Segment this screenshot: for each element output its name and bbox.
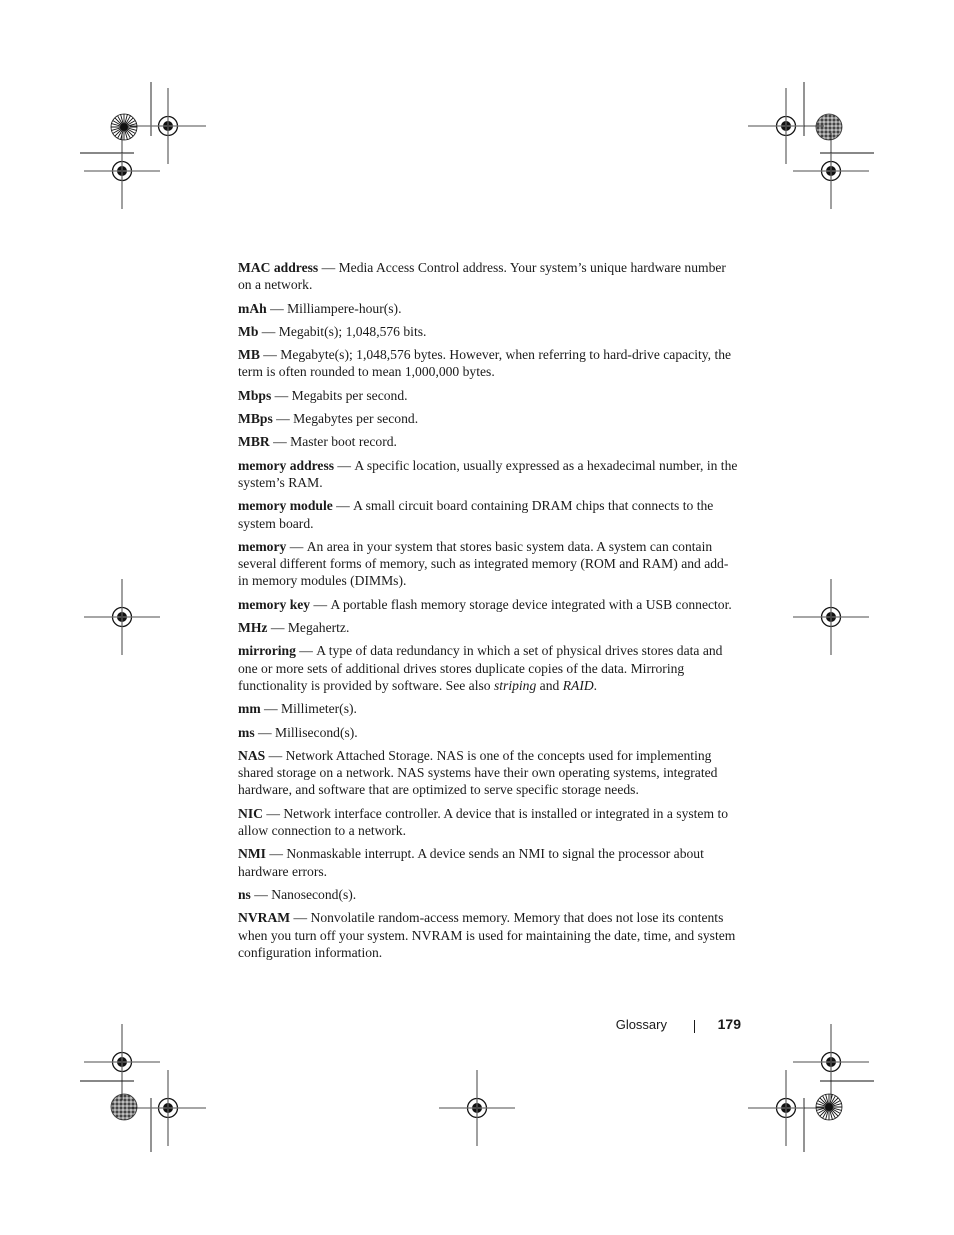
glossary-entry bbox=[238, 619, 738, 636]
glossary-entry bbox=[238, 642, 738, 694]
footer-divider bbox=[694, 1020, 695, 1033]
term-separator: — bbox=[266, 300, 288, 316]
term-separator: — bbox=[272, 411, 294, 427]
cross-reference-striping: striping bbox=[493, 677, 537, 693]
entry-term: MBps bbox=[238, 411, 273, 427]
glossary-entry bbox=[238, 747, 738, 799]
entry-term: MBR bbox=[238, 434, 270, 450]
glossary-content bbox=[238, 259, 738, 967]
entry-term: mm bbox=[238, 701, 261, 717]
page-footer bbox=[560, 1014, 741, 1036]
entry-definition: Nanosecond(s). bbox=[271, 886, 357, 902]
entry-definition: Nonmaskable interrupt. A device sends an NMI to signal the processor about hardware errors. bbox=[238, 846, 704, 879]
entry-definition: A specific location, usually expressed as a hexadecimal number, in the system’s RAM. bbox=[238, 457, 738, 490]
page-number: 179 bbox=[717, 1016, 741, 1032]
entry-term: MAC address bbox=[238, 260, 319, 275]
entry-term: MB bbox=[238, 347, 260, 363]
term-separator: — bbox=[265, 846, 287, 862]
glossary-entry bbox=[238, 300, 738, 317]
term-separator: — bbox=[334, 457, 355, 473]
entry-definition: Master boot record. bbox=[290, 434, 397, 450]
entry-term: memory key bbox=[238, 596, 311, 612]
glossary-entry bbox=[238, 700, 738, 717]
conjunction: and bbox=[536, 677, 563, 693]
entry-definition: Network Attached Storage. NAS is one of the concepts used for implementing shared storage on a network. NAS systems have their own operating systems, integrated hardware, and software that are optimized to serve specific storage needs. bbox=[238, 747, 718, 798]
entry-definition: An area in your system that stores basic system data. A system can contain several different forms of memory, such as integrated memory (ROM and RAM) and add-in memory modules (DIMMs). bbox=[238, 538, 729, 589]
footer-section-title: Glossary bbox=[615, 1017, 667, 1032]
entry-term: Mb bbox=[238, 323, 259, 339]
entry-term: NIC bbox=[238, 805, 263, 821]
glossary-entry bbox=[238, 596, 738, 613]
entry-term: NAS bbox=[238, 747, 266, 763]
entry-definition: Network interface controller. A device that is installed or integrated in a system to allow connection to a network. bbox=[238, 805, 729, 839]
entry-term: mirroring bbox=[238, 643, 296, 659]
entry-definition: A portable flash memory storage device integrated with a USB connector. bbox=[330, 596, 732, 612]
entry-definition: Millisecond(s). bbox=[275, 724, 358, 740]
glossary-entry bbox=[238, 346, 738, 381]
glossary-entry bbox=[238, 845, 738, 880]
entry-term: NMI bbox=[238, 846, 266, 862]
term-separator: — bbox=[295, 643, 317, 659]
glossary-entry bbox=[238, 457, 738, 492]
entry-definition: Megabits per second. bbox=[291, 387, 408, 403]
term-separator: — bbox=[250, 886, 272, 902]
term-separator: — bbox=[271, 387, 292, 403]
entry-term: NVRAM bbox=[238, 910, 291, 926]
entry-definition: Milliampere-hour(s). bbox=[287, 300, 402, 316]
entry-term: memory address bbox=[238, 457, 335, 473]
term-separator: — bbox=[269, 434, 291, 450]
entry-term: ms bbox=[238, 724, 255, 740]
glossary-entry bbox=[238, 724, 738, 741]
entry-definition: Nonvolatile random-access memory. Memory that does not lose its contents when you turn off your system. NVRAM is used for maintaining the date, time, and system configuration information. bbox=[238, 910, 736, 960]
term-separator: — bbox=[310, 596, 331, 612]
term-separator: — bbox=[254, 724, 276, 740]
term-separator: — bbox=[260, 701, 282, 717]
term-separator: — bbox=[318, 260, 339, 275]
glossary-entry bbox=[238, 410, 738, 427]
entry-definition: Megahertz. bbox=[287, 620, 350, 636]
entry-definition: Megabytes per second. bbox=[293, 411, 419, 427]
entry-term: MHz bbox=[238, 620, 268, 636]
glossary-entry bbox=[238, 259, 738, 294]
cross-reference-raid: RAID bbox=[562, 677, 594, 693]
term-separator: — bbox=[286, 538, 307, 554]
term-separator: — bbox=[332, 498, 354, 514]
glossary-entry bbox=[238, 323, 738, 340]
entry-term: ns bbox=[238, 886, 251, 902]
entry-definition: A type of data redundancy in which a set of physical drives stores data and one or more sets of additional drives stores duplicate copies of the data. Mirroring functionality is provided by software. See also bbox=[238, 643, 723, 693]
end-punctuation: . bbox=[593, 677, 598, 693]
term-separator: — bbox=[259, 347, 281, 363]
term-separator: — bbox=[290, 910, 311, 926]
entry-definition: Media Access Control address. Your system’s unique hardware number on a network. bbox=[238, 260, 726, 293]
term-separator: — bbox=[265, 747, 286, 763]
term-separator: — bbox=[258, 323, 279, 339]
entry-definition: A small circuit board containing DRAM chips that connects to the system board. bbox=[238, 498, 714, 531]
glossary-entry bbox=[238, 805, 738, 840]
glossary-entry bbox=[238, 909, 738, 961]
glossary-entry bbox=[238, 433, 738, 450]
term-separator: — bbox=[267, 620, 288, 636]
entry-definition: Megabyte(s); 1,048,576 bytes. However, when referring to hard-drive capacity, the term is often rounded to mean 1,000,000 bytes. bbox=[238, 347, 732, 380]
entry-term: memory bbox=[238, 538, 287, 554]
glossary-entry bbox=[238, 886, 738, 903]
entry-definition: Megabit(s); 1,048,576 bits. bbox=[278, 323, 427, 339]
entry-definition: Millimeter(s). bbox=[281, 701, 357, 717]
term-separator: — bbox=[262, 805, 284, 821]
glossary-entry bbox=[238, 387, 738, 404]
entry-term: Mbps bbox=[238, 387, 272, 403]
entry-term: mAh bbox=[238, 300, 267, 316]
glossary-entry bbox=[238, 538, 738, 590]
glossary-entry bbox=[238, 497, 738, 532]
entry-term: memory module bbox=[238, 498, 333, 514]
